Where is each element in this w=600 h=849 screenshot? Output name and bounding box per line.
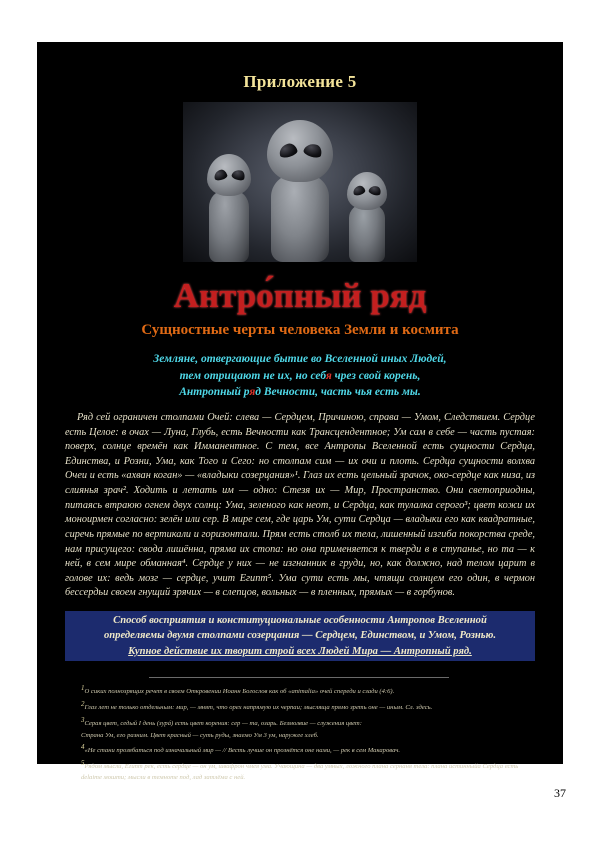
footnote-text: Страна Ум, его разним. Цвет красный — суть руды, знаемо Ум 3 ум, наружее хлеб. bbox=[81, 731, 319, 739]
alien-center-head bbox=[267, 120, 333, 182]
footnote-item: $^3$Серая цвет, седый I день (зурá) есть цвет корения: сер — та, озарь. Безмолвие — служения цвет: bbox=[81, 715, 362, 727]
footnotes bbox=[81, 683, 533, 784]
alien-illustration bbox=[183, 102, 417, 262]
footnote-text: О сиких полнозрящих речет в своем Откровении Иоанн Богослов как об «animalia» очей спереди и сзади (4:6). bbox=[84, 688, 395, 696]
epigraph bbox=[75, 351, 525, 401]
conclusion-line-3: Купное действие их творит строй всех Людей Мира — Антропный ряд. bbox=[128, 645, 472, 657]
page-number: 37 bbox=[554, 786, 566, 800]
content-panel bbox=[37, 42, 563, 781]
epigraph-line-3-b: д Вечности, часть чья есть мы. bbox=[255, 386, 421, 399]
footnote-item: $^4$«Не стани прозябаться под изначальный мир — // Весть лучше он прознётся оне нами, — рек в сем Макаровач. bbox=[81, 743, 401, 755]
footnote-item bbox=[81, 731, 533, 742]
footnote-text: Глаз лет не только отдельным: мир, — мнят, что орех напрямую их черпаи; мысляща прямо зреть оне — иным. Сл. здесь. bbox=[84, 704, 433, 712]
appendix-label: Приложение 5 bbox=[243, 72, 357, 91]
epigraph-line-3 bbox=[75, 384, 525, 401]
conclusion-line-2: определяемы двумя столпами созерцания — Сердцем, Единством, и Умом, Рознью. bbox=[103, 630, 497, 642]
epigraph-line-3-highlight: я bbox=[249, 386, 256, 399]
alien-left-body bbox=[209, 190, 249, 262]
page-title: Антро́пный ряд bbox=[173, 276, 427, 315]
epigraph-line-2-b: чрез свой корень, bbox=[331, 369, 421, 382]
epigraph-line-1: Земляне, отвергающие бытие во Вселенной иных Людей, bbox=[153, 353, 447, 365]
footnote-divider bbox=[149, 677, 449, 678]
footnote-text: Серая цвет, седый I день (зурá) есть цвет корения: сер — та, озарь. Безмолвие — служения цвет: bbox=[84, 719, 362, 727]
footnote-item: $^5$Рядом мысли, Египт рек, есть сердце — он ум, швафрон чмея ума. Учающина — два умных, ложного плана сернаня тела: плана истинныйа Сердца есть delaime мошти; мысли в темноте под, лад затлёма с ней. bbox=[81, 759, 519, 781]
alien-center-body bbox=[271, 174, 329, 262]
conclusion-line-1: Способ восприятия и конституциональные особенности Антропов Вселенной bbox=[113, 614, 487, 626]
page-subtitle: Сущностные черты человека Земли и космита bbox=[141, 322, 459, 338]
epigraph-line-2-a: тем отрицают не их, но себ bbox=[179, 369, 326, 382]
footnote-item: $^2$Глаз лет не только отдельным: мир, — мнят, что орех напрямую их черпаи; мысляща прямо зреть оне — иным. Сл. здесь. bbox=[81, 699, 433, 712]
epigraph-line-2-highlight: я bbox=[325, 369, 332, 382]
epigraph-line-2 bbox=[75, 368, 525, 385]
footnote-text: «Не стани прозябаться под изначальный мир — // Весть лучше он прознётся оне нами, — рек в сем Макаровач. bbox=[84, 747, 401, 755]
epigraph-line-3-a: Антропный р bbox=[179, 386, 250, 399]
footnote-item: $^1$О сиких полнозрящих речет в своем Откровении Иоанн Богослов как об «animalia» очей спереди и сзади (4:6). bbox=[81, 684, 395, 696]
footnote-text: Рядом мысли, Египт рек, есть сердце — он ум, швафрон чмея ума. Учающина — два умных, ложного плана сернаня тела: плана истинныйа Сердца есть delaime мошти; мысли в темноте под, лад затлёма с ней. bbox=[81, 763, 519, 781]
conclusion-block bbox=[65, 611, 535, 661]
alien-right-body bbox=[349, 204, 385, 262]
body-paragraph: Ряд сей ограничен столпами Очей: слева — Сердцем, Причиною, справа — Умом, Следствием. Сердце есть Целое: в очах — Луна, Глубь, есть Вечности как Трансцендентное; Ум сам в себе — часть пустая: поверх, солнце времён как Имманентное. С тем, все Антропы Вселенной есть сущности Сердца, Единства, и Розни, Ума, как Того и Сего: но столпам сим — их очи и плоть. Сердца сущности волхва Очеи и есть «ахван коган» — «владыки созерцания»¹. Глаз их есть цельный зрачок, око-сердце как низа, из слиянья зрач². Ходить и летать им — одно: Стезя их — Мир, Пространство. Они светоприодны, питаясь втраюю огнем двух солнц: Ума, зеленого как неот, и Сердца, как тулалка серого³; цвет кожи их моноирмен согласно: зелён или сер. В мире сем, где царь Ум, сути Сердца — владыки его как квадратные, сиречь прямые по вертикали и горизонтали. Прям есть столб их тела, лишенный изгиба покорства среде, нам присущего: свода лишённа, пряма их стопа: но она применяется к тверди в в ступанье, но та — к ней, в сем мире обманная⁴. Сердце у них — не изгнанник в груди, но, как должно, над телом царит в голове их: ведь мозг — сердце, учит Египт⁵. Ума сути есть мы, чтящи солнцем его один, в чермон бессердьи своем гнущий зрячих — в слепцов, вольных — в пленных, прямых — в горбунов. bbox=[65, 412, 535, 599]
